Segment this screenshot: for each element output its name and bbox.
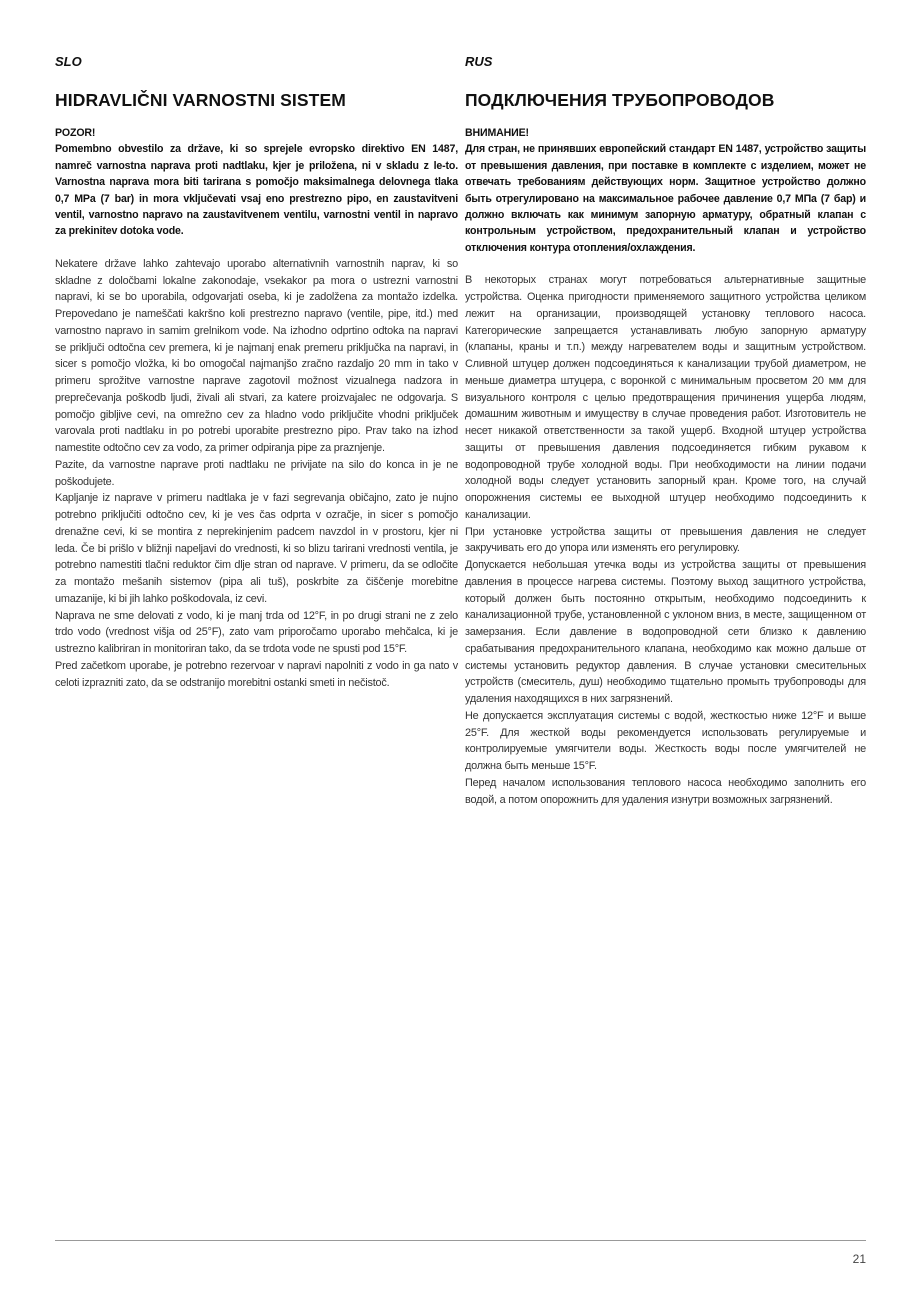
paragraph: Nekatere države lahko zahtevajo uporabo alternativnih varnostnih naprav, ki so skladne z določbami lokalne zakonodaje, vsekakor pa mora o ustrezni varnostni napravi, ki se bo uporabila, odgovarjati oseba, ki je zadolžena za montažo izdelka. Prepovedano je nameščati kakršno koli prestrezno napravo (ventile, pipe, itd.) med varnostno napravo in samim grelnikom vode. Na izhodno odprtino odtoka na napravi se priključi odtočna cev premera, ki je najmanj enak premeru priključka na napravi, in sicer s pomočjo vložka, ki bo omogočal najmanjšo zračno razdaljo 20 mm in tako v primeru sprožitve varnostne naprave zagotovil možnost vizualnega nadzora in preprečevanja poškodb ljudi, živali ali stvari, za katere proizvajalec ne odgovarja. S pomočjo gibljive cevi, na omrežno cev za hladno vodo priključite vhodni priključek varovala proti nadtlaku in po potrebi uporabite prestrezno pipo. Prav tako na izhod namestite odtočno cev za vodo, za primer odpiranja pipe za praznjenje. — [55, 257, 458, 455]
section-heading: HIDRAVLIČNI VARNOSTNI SISTEM — [55, 90, 346, 110]
language-label: RUS — [465, 54, 493, 69]
paragraph: Pred začetkom uporabe, je potrebno rezervoar v napravi napolniti z vodo in ga nato v celoti izprazniti zato, da se odstranijo morebitni ostanki smeti in nečistoč. — [55, 659, 458, 689]
warning-block — [465, 125, 866, 256]
paragraph: Допускается небольшая утечка воды из устройства защиты от превышения давления в процессе нагрева системы. Поэтому выход защитного устройства, который должен быть постоянно открытым, необходимо подсоединить к канализационной трубе, установленной с уклоном вниз, в месте, защищенном от замерзания. Если давление в водопроводной сети близко к давлению срабатывания предохранительного клапана, необходимо как можно дальше от системы установить редуктор давления. В случае установки смесительных устройств (смеситель, душ) необходимо тщательно промыть трубопроводы для удаления находящихся в них загрязнений. — [465, 559, 866, 705]
paragraph: Naprava ne sme delovati z vodo, ki je manj trda od 12°F, in po drugi strani ne z zelo trdo vodo (vrednost višja od 25°F), zato vam priporočamo uporabo mehčalca, ki je ustrezno kalibriran in monitoriran tako, da se trdota vode ne spusti pod 15°F. — [55, 609, 458, 656]
body-text — [465, 272, 866, 808]
paragraph: Перед началом использования теплового насоса необходимо заполнить его водой, а потом опорожнить для удаления изнутри возможных загрязнений. — [465, 776, 866, 806]
paragraph: Kapljanje iz naprave v primeru nadtlaka je v fazi segrevanja običajno, zato je nujno potrebno priključiti odtočno cev, ki je ves čas odprta v ozračje, in sicer s pomočjo drenažne cevi, ki se montira z neprekinjenim padcem navzdol in v prostoru, kjer ni leda. Če bi prišlo v bližnji napeljavi do vrednosti, ki so blizu tarirani vrednosti ventila, je potrebno namestiti tlačni reduktor čim dlje stran od naprave. V primeru, da se odločite za montažo mešanih sistemov (pipa ali tuš), poskrbite za čiščenje morebitne umazanije, ki bi jih lahko poškodovala, iz cevi. — [55, 492, 458, 605]
page-number: 21 — [852, 1252, 866, 1266]
paragraph: Pazite, da varnostne naprave proti nadtlaku ne privijate na silo do konca in je ne poškodujete. — [55, 458, 458, 488]
warning-text: Для стран, не принявших европейский стандарт EN 1487, устройство защиты от превышения давления, при поставке в комплекте с изделием, может не отвечать требованиям действующих норм. Защитное устройство должно быть отрегулировано на максимальное рабочее давление 0,7 МПа (7 бар) и должно включать как минимум запорную арматуру, обратный клапан с контрольным устройством, предохранительный клапан и устройство отключения контура отопления/охлаждения. — [465, 143, 866, 254]
warning-title: ВНИМАНИЕ! — [465, 127, 529, 139]
footer-divider — [55, 1240, 866, 1241]
language-label: SLO — [55, 54, 82, 69]
paragraph: В некоторых странах могут потребоваться альтернативные защитные устройства. Оценка пригодности применяемого защитного устройства целиком лежит на организации, производящей установку теплового насоса. Категорические запрещается устанавливать любую запорную арматуру (клапаны, краны и т.п.) между нагревателем воды и защитным устройством. Сливной штуцер должен подсоединяться к канализации трубой диаметром, не меньше диаметра штуцера, с воронкой с минимальным просветом 20 мм для визуального контроля с целью предотвращения причинения ущерба людям, домашним животным и имуществу в случае проведения работ. Изготовитель не несет никакой ответственности за такой ущерб. Входной штуцер устройства защиты от превышения давления подсоединяется гибким рукавом к водопроводной трубе холодной воды. При необходимости на линии подачи холодной воды следует установить запорный кран. Кроме того, на случай опорожнения системы ее выходной штуцер необходимо подсоединить к канализации. — [465, 274, 866, 521]
warning-block — [55, 125, 458, 240]
body-text — [55, 256, 458, 692]
section-heading: ПОДКЛЮЧЕНИЯ ТРУБОПРОВОДОВ — [465, 90, 775, 110]
warning-title: POZOR! — [55, 127, 96, 139]
warning-text: Pomembno obvestilo za države, ki so sprejele evropsko direktivo EN 1487, namreč varnostna naprava proti nadtlaku, kjer je priložena, ni v skladu z le-to. Varnostna naprava mora biti tarirana s pomočjo maksimalnega delovnega tlaka 0,7 MPa (7 bar) in mora vključevati vsaj eno prestrezno pipo, en zaustavitveni ventil, varnostno napravo na zaustavitvenem ventilu, varnostni ventil in napravo za prekinitev dotoka vode. — [55, 143, 458, 238]
column-russian — [465, 52, 866, 808]
column-slovenian — [55, 52, 458, 691]
paragraph: Не допускается эксплуатация системы с водой, жесткостью ниже 12°F и выше 25°F. Для жесткой воды рекомендуется использовать регулируемые и контролируемые умягчители воды. Жесткость воды после умягчителей не должна быть меньше 15°F. — [465, 709, 866, 772]
paragraph: При установке устройства защиты от превышения давления не следует закручивать его до упора или изменять его регулировку. — [465, 525, 866, 555]
